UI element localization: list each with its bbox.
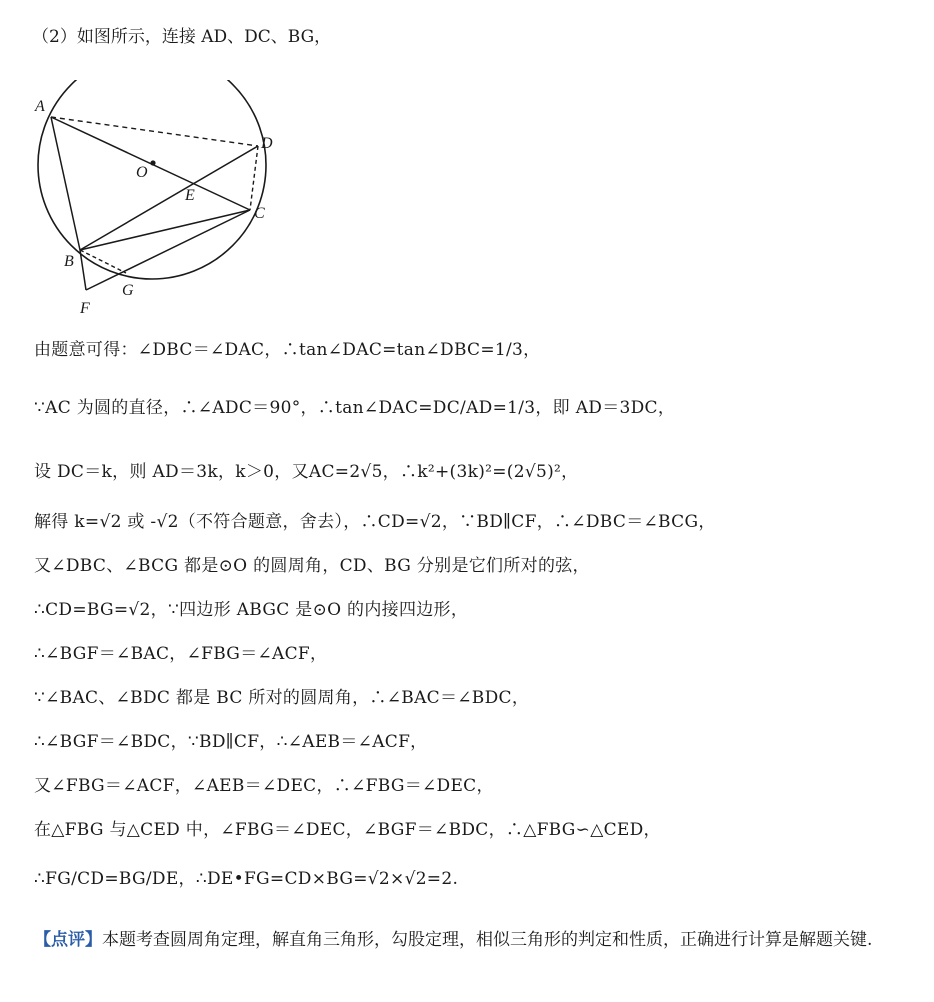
solution-line-8: ∵∠BAC、∠BDC 都是 BC 所对的圆周角，∴∠BAC＝∠BDC， (34, 688, 530, 708)
label-o: O (136, 164, 148, 181)
label-f: F (80, 300, 90, 317)
review-text: 本题考查圆周角定理，解直角三角形，勾股定理，相似三角形的判定和性质，正确进行计算是解题关键. (102, 930, 873, 950)
solution-line-1: 由题意可得：∠DBC＝∠DAC，∴tan∠DAC=tan∠DBC=1/3， (34, 340, 541, 360)
solution-line-3: 设 DC＝k，则 AD＝3k，k＞0，又AC=2√5，∴k²+(3k)²=(2√5)²， (34, 462, 579, 482)
solution-line-11: 在△FBG 与△CED 中，∠FBG＝∠DEC，∠BGF＝∠BDC，∴△FBG∽△CED， (34, 820, 661, 840)
solution-line-10: 又∠FBG＝∠ACF，∠AEB＝∠DEC，∴∠FBG＝∠DEC， (34, 776, 494, 796)
solution-line-5: 又∠DBC、∠BCG 都是⊙O 的圆周角，CD、BG 分别是它们所对的弦， (34, 556, 590, 576)
label-b: B (64, 253, 74, 270)
review-tag: 【点评】 (34, 930, 102, 950)
circle-geometry-figure (28, 80, 318, 320)
solution-line-9: ∴∠BGF＝∠BDC，∵BD∥CF，∴∠AEB＝∠ACF， (34, 732, 428, 752)
label-g: G (122, 282, 134, 299)
solution-line-7: ∴∠BGF＝∠BAC，∠FBG＝∠ACF， (34, 644, 328, 664)
solution-line-4: 解得 k=√2 或 -√2（不符合题意，舍去），∴CD=√2，∵BD∥CF，∴∠DBC＝∠BCG， (34, 512, 716, 532)
solution-line-2: ∵AC 为圆的直径，∴∠ADC＝90°，∴tan∠DAC=DC/AD=1/3，即 AD＝3DC， (34, 398, 676, 418)
center-point (150, 160, 155, 165)
solution-line-12: ∴FG/CD=BG/DE，∴DE•FG=CD×BG=√2×√2=2. (34, 869, 459, 889)
solution-line-6: ∴CD=BG=√2，∵四边形 ABGC 是⊙O 的内接四边形， (34, 600, 469, 620)
label-a: A (35, 98, 45, 115)
label-c: C (254, 205, 265, 222)
segment-ab (51, 117, 80, 250)
intro-line: （2）如图所示，连接 AD、DC、BG， (32, 27, 332, 47)
segment-bc (80, 210, 250, 250)
segment-bd (80, 146, 258, 250)
label-e: E (185, 187, 195, 204)
review-paragraph (34, 918, 914, 962)
circle-o (38, 80, 266, 279)
segment-bg (80, 250, 126, 273)
segment-dc (250, 146, 258, 210)
label-d: D (261, 135, 273, 152)
